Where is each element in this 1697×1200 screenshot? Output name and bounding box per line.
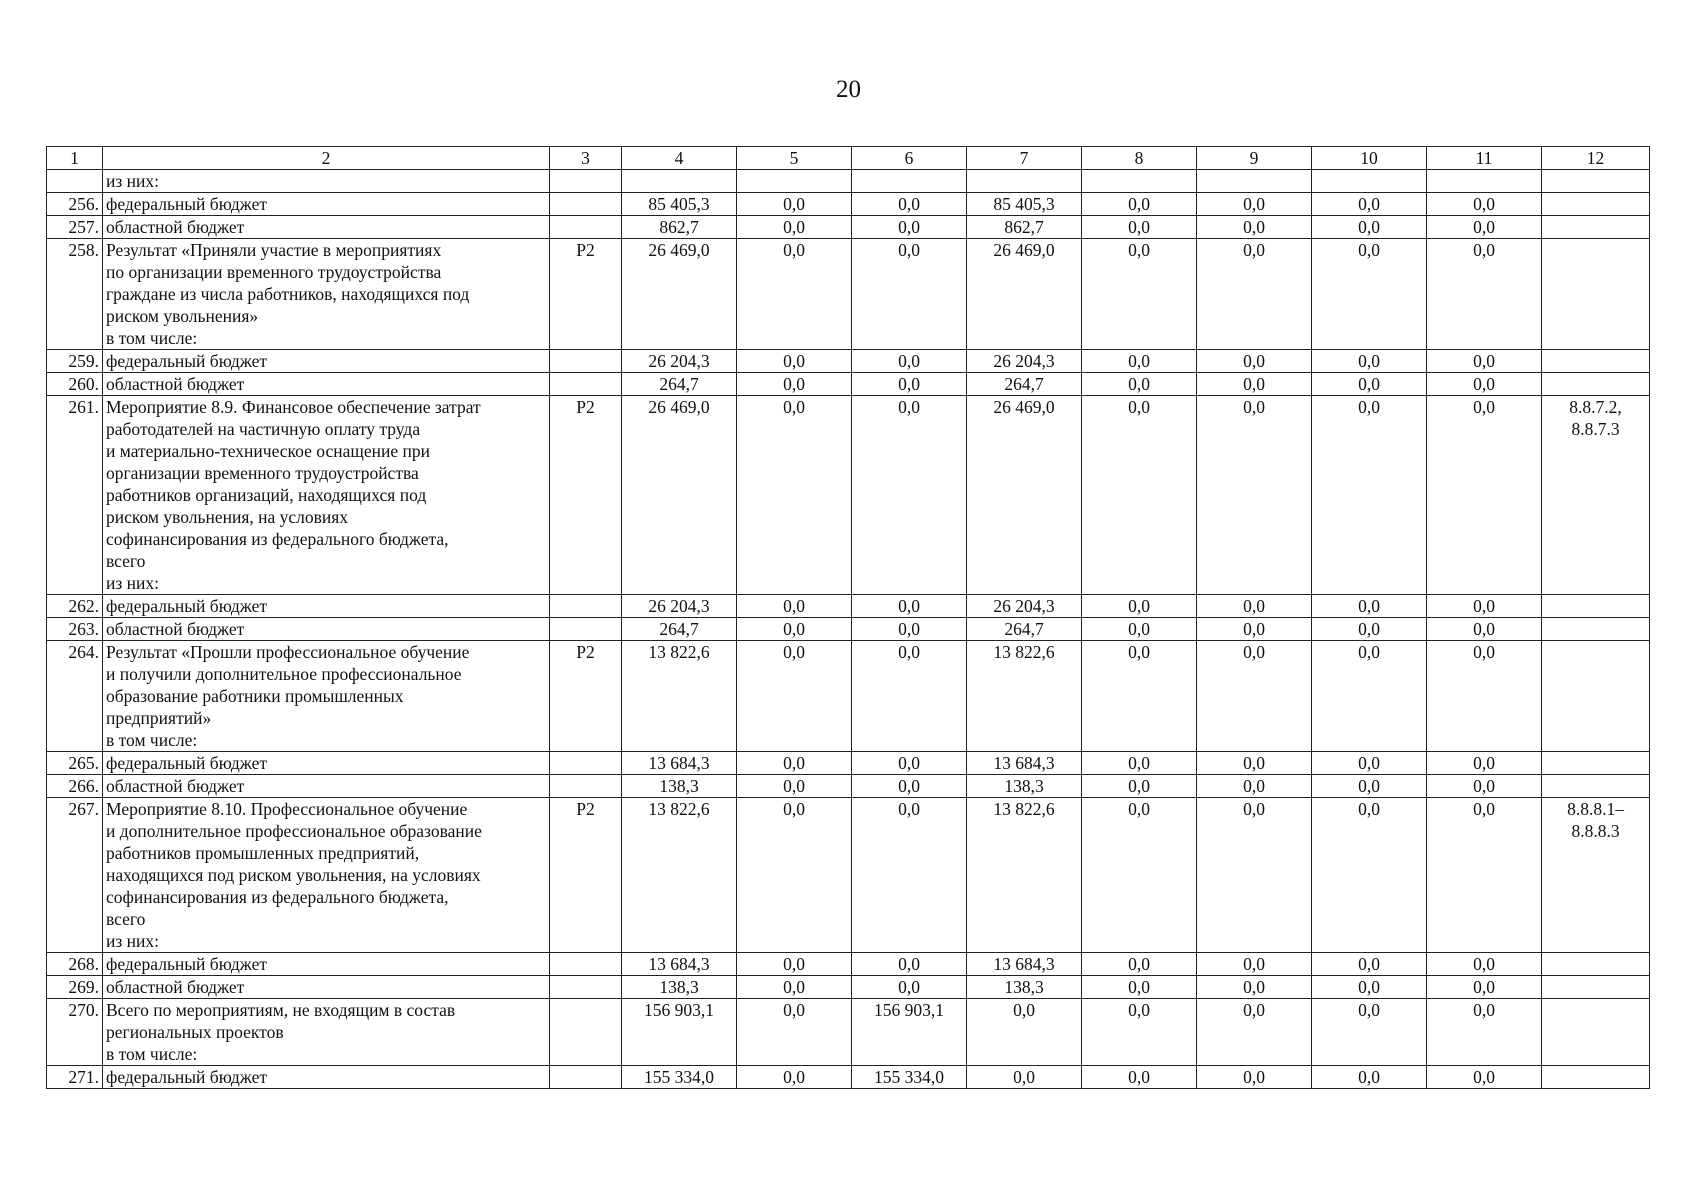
amount-cell: 0,0 [737, 396, 852, 595]
indicator-reference [1542, 976, 1650, 999]
amount-cell: 0,0 [852, 798, 967, 953]
indicator-reference [1542, 775, 1650, 798]
amount-cell: 138,3 [622, 976, 737, 999]
amount-cell: 0,0 [1312, 999, 1427, 1066]
amount-cell: 13 684,3 [622, 953, 737, 976]
project-code: Р2 [550, 798, 622, 953]
amount-cell: 0,0 [1197, 373, 1312, 396]
row-number: 258. [47, 239, 103, 350]
amount-cell: 0,0 [1082, 216, 1197, 239]
row-description: Результат «Приняли участие в мероприятиях по организации временного трудоустройства граждане из числа работников, находящихся под риском увольнения» в том числе: [103, 239, 550, 350]
amount-cell: 13 822,6 [967, 798, 1082, 953]
table-row [47, 396, 1650, 595]
amount-cell: 0,0 [1082, 193, 1197, 216]
row-description: Мероприятие 8.9. Финансовое обеспечение затрат работодателей на частичную оплату труда и материально-техническое оснащение при организации временного трудоустройства работников организаций, находящихся под риском увольнения, на условиях софинансирования из федерального бюджета, всего из них: [103, 396, 550, 595]
row-number: 262. [47, 595, 103, 618]
column-header: 6 [852, 147, 967, 170]
amount-cell: 0,0 [852, 239, 967, 350]
amount-cell: 26 469,0 [622, 396, 737, 595]
row-description: областной бюджет [103, 618, 550, 641]
amount-cell: 0,0 [1427, 239, 1542, 350]
amount-cell: 0,0 [1197, 350, 1312, 373]
amount-cell: 0,0 [1427, 618, 1542, 641]
indicator-reference [1542, 618, 1650, 641]
amount-cell: 0,0 [737, 373, 852, 396]
amount-cell: 0,0 [967, 1066, 1082, 1089]
column-header: 8 [1082, 147, 1197, 170]
row-description: областной бюджет [103, 976, 550, 999]
row-number [47, 170, 103, 193]
indicator-reference [1542, 1066, 1650, 1089]
amount-cell: 0,0 [1197, 953, 1312, 976]
amount-cell: 0,0 [1312, 798, 1427, 953]
amount-cell: 0,0 [1082, 976, 1197, 999]
amount-cell: 0,0 [1197, 193, 1312, 216]
row-number: 256. [47, 193, 103, 216]
amount-cell: 0,0 [1082, 775, 1197, 798]
amount-cell [1427, 170, 1542, 193]
amount-cell: 0,0 [1312, 618, 1427, 641]
column-header: 4 [622, 147, 737, 170]
amount-cell: 0,0 [1427, 953, 1542, 976]
amount-cell: 0,0 [852, 193, 967, 216]
amount-cell: 0,0 [1082, 239, 1197, 350]
amount-cell: 0,0 [852, 641, 967, 752]
amount-cell: 0,0 [852, 595, 967, 618]
project-code [550, 170, 622, 193]
amount-cell: 26 469,0 [967, 396, 1082, 595]
amount-cell: 0,0 [1312, 595, 1427, 618]
column-header: 2 [103, 147, 550, 170]
amount-cell: 0,0 [737, 350, 852, 373]
row-number: 263. [47, 618, 103, 641]
column-header: 10 [1312, 147, 1427, 170]
table-row [47, 216, 1650, 239]
amount-cell: 85 405,3 [967, 193, 1082, 216]
table-row [47, 999, 1650, 1066]
indicator-reference [1542, 953, 1650, 976]
amount-cell: 138,3 [967, 775, 1082, 798]
project-code: Р2 [550, 239, 622, 350]
row-number: 261. [47, 396, 103, 595]
amount-cell: 0,0 [737, 798, 852, 953]
amount-cell: 26 204,3 [967, 350, 1082, 373]
project-code [550, 976, 622, 999]
amount-cell: 13 684,3 [967, 953, 1082, 976]
amount-cell: 0,0 [1312, 396, 1427, 595]
amount-cell: 0,0 [737, 193, 852, 216]
indicator-reference [1542, 216, 1650, 239]
table-row [47, 350, 1650, 373]
amount-cell: 156 903,1 [852, 999, 967, 1066]
amount-cell: 264,7 [967, 373, 1082, 396]
column-header: 1 [47, 147, 103, 170]
row-description: Всего по мероприятиям, не входящим в состав региональных проектов в том числе: [103, 999, 550, 1066]
indicator-reference: 8.8.8.1– 8.8.8.3 [1542, 798, 1650, 953]
amount-cell: 0,0 [1197, 216, 1312, 239]
amount-cell: 0,0 [737, 595, 852, 618]
row-description: федеральный бюджет [103, 350, 550, 373]
row-number: 259. [47, 350, 103, 373]
table-row [47, 595, 1650, 618]
amount-cell: 0,0 [1082, 798, 1197, 953]
project-code [550, 1066, 622, 1089]
table-row [47, 976, 1650, 999]
amount-cell: 0,0 [1312, 193, 1427, 216]
row-description: федеральный бюджет [103, 595, 550, 618]
amount-cell: 0,0 [852, 752, 967, 775]
amount-cell: 0,0 [1197, 595, 1312, 618]
amount-cell [737, 170, 852, 193]
amount-cell: 0,0 [1427, 752, 1542, 775]
amount-cell: 0,0 [852, 216, 967, 239]
amount-cell: 0,0 [1197, 798, 1312, 953]
table-body [47, 170, 1650, 1089]
row-description: федеральный бюджет [103, 752, 550, 775]
row-description: областной бюджет [103, 373, 550, 396]
amount-cell: 138,3 [622, 775, 737, 798]
column-header: 9 [1197, 147, 1312, 170]
amount-cell: 0,0 [852, 396, 967, 595]
column-header: 7 [967, 147, 1082, 170]
amount-cell: 0,0 [1197, 239, 1312, 350]
table-row [47, 752, 1650, 775]
amount-cell [852, 170, 967, 193]
row-description: из них: [103, 170, 550, 193]
amount-cell: 0,0 [1427, 976, 1542, 999]
amount-cell: 0,0 [1427, 1066, 1542, 1089]
table-row [47, 239, 1650, 350]
amount-cell: 0,0 [852, 775, 967, 798]
table-row [47, 953, 1650, 976]
project-code [550, 999, 622, 1066]
project-code [550, 216, 622, 239]
indicator-reference [1542, 641, 1650, 752]
amount-cell: 0,0 [1082, 953, 1197, 976]
amount-cell [1312, 170, 1427, 193]
amount-cell: 862,7 [622, 216, 737, 239]
amount-cell: 0,0 [737, 641, 852, 752]
table-row [47, 373, 1650, 396]
amount-cell: 26 469,0 [622, 239, 737, 350]
amount-cell: 0,0 [737, 999, 852, 1066]
table-row [47, 641, 1650, 752]
project-code [550, 618, 622, 641]
amount-cell: 0,0 [1082, 752, 1197, 775]
amount-cell: 264,7 [622, 373, 737, 396]
project-code [550, 193, 622, 216]
amount-cell: 0,0 [1082, 1066, 1197, 1089]
amount-cell: 264,7 [622, 618, 737, 641]
row-number: 264. [47, 641, 103, 752]
amount-cell: 0,0 [1197, 618, 1312, 641]
amount-cell: 0,0 [1197, 396, 1312, 595]
indicator-reference [1542, 752, 1650, 775]
row-number: 267. [47, 798, 103, 953]
amount-cell: 0,0 [1312, 775, 1427, 798]
table-row [47, 618, 1650, 641]
amount-cell: 0,0 [1082, 595, 1197, 618]
row-description: Результат «Прошли профессиональное обучение и получили дополнительное профессиональное образование работники промышленных предприятий» в том числе: [103, 641, 550, 752]
amount-cell [967, 170, 1082, 193]
row-number: 266. [47, 775, 103, 798]
project-code [550, 953, 622, 976]
amount-cell: 0,0 [1082, 350, 1197, 373]
amount-cell: 0,0 [852, 618, 967, 641]
budget-table [46, 146, 1650, 1089]
indicator-reference [1542, 193, 1650, 216]
indicator-reference [1542, 170, 1650, 193]
amount-cell: 0,0 [737, 1066, 852, 1089]
amount-cell: 13 822,6 [622, 641, 737, 752]
amount-cell: 0,0 [737, 976, 852, 999]
amount-cell: 0,0 [1312, 752, 1427, 775]
amount-cell: 0,0 [1197, 1066, 1312, 1089]
amount-cell: 26 204,3 [967, 595, 1082, 618]
row-number: 270. [47, 999, 103, 1066]
amount-cell: 0,0 [1312, 216, 1427, 239]
project-code [550, 373, 622, 396]
amount-cell: 0,0 [737, 618, 852, 641]
amount-cell: 26 204,3 [622, 595, 737, 618]
amount-cell: 26 204,3 [622, 350, 737, 373]
amount-cell: 0,0 [1427, 595, 1542, 618]
project-code: Р2 [550, 641, 622, 752]
project-code [550, 752, 622, 775]
row-description: областной бюджет [103, 216, 550, 239]
table-row [47, 1066, 1650, 1089]
amount-cell: 0,0 [1312, 953, 1427, 976]
amount-cell: 155 334,0 [622, 1066, 737, 1089]
project-code [550, 595, 622, 618]
amount-cell: 0,0 [1197, 641, 1312, 752]
project-code [550, 775, 622, 798]
amount-cell: 0,0 [852, 976, 967, 999]
amount-cell: 0,0 [737, 216, 852, 239]
amount-cell: 85 405,3 [622, 193, 737, 216]
row-description: федеральный бюджет [103, 193, 550, 216]
amount-cell: 0,0 [1082, 396, 1197, 595]
amount-cell: 138,3 [967, 976, 1082, 999]
amount-cell: 0,0 [1312, 350, 1427, 373]
amount-cell: 0,0 [1427, 775, 1542, 798]
amount-cell: 155 334,0 [852, 1066, 967, 1089]
column-header: 3 [550, 147, 622, 170]
amount-cell: 0,0 [737, 752, 852, 775]
row-number: 268. [47, 953, 103, 976]
amount-cell [622, 170, 737, 193]
row-description: Мероприятие 8.10. Профессиональное обучение и дополнительное профессиональное образование работников промышленных предприятий, находящихся под риском увольнения, на условиях софинансирования из федерального бюджета, всего из них: [103, 798, 550, 953]
amount-cell [1197, 170, 1312, 193]
amount-cell: 13 822,6 [967, 641, 1082, 752]
row-description: федеральный бюджет [103, 953, 550, 976]
amount-cell: 0,0 [1312, 976, 1427, 999]
amount-cell: 0,0 [1082, 641, 1197, 752]
amount-cell: 0,0 [1427, 350, 1542, 373]
project-code: Р2 [550, 396, 622, 595]
amount-cell: 0,0 [852, 350, 967, 373]
row-number: 265. [47, 752, 103, 775]
amount-cell: 0,0 [852, 953, 967, 976]
row-number: 269. [47, 976, 103, 999]
amount-cell: 0,0 [1197, 976, 1312, 999]
row-number: 257. [47, 216, 103, 239]
page-number: 20 [836, 76, 861, 103]
amount-cell: 0,0 [1082, 373, 1197, 396]
amount-cell: 0,0 [737, 239, 852, 350]
amount-cell: 0,0 [967, 999, 1082, 1066]
indicator-reference [1542, 595, 1650, 618]
indicator-reference [1542, 373, 1650, 396]
amount-cell: 0,0 [1197, 752, 1312, 775]
indicator-reference: 8.8.7.2, 8.8.7.3 [1542, 396, 1650, 595]
amount-cell: 0,0 [1082, 999, 1197, 1066]
amount-cell: 0,0 [1427, 798, 1542, 953]
column-header: 11 [1427, 147, 1542, 170]
column-number-row [47, 147, 1650, 170]
indicator-reference [1542, 999, 1650, 1066]
project-code [550, 350, 622, 373]
amount-cell: 0,0 [1197, 999, 1312, 1066]
amount-cell: 13 684,3 [967, 752, 1082, 775]
amount-cell: 0,0 [737, 953, 852, 976]
amount-cell: 0,0 [1082, 618, 1197, 641]
amount-cell: 13 822,6 [622, 798, 737, 953]
table-row [47, 193, 1650, 216]
row-description: федеральный бюджет [103, 1066, 550, 1089]
amount-cell: 0,0 [1427, 396, 1542, 595]
indicator-reference [1542, 239, 1650, 350]
amount-cell: 0,0 [1427, 216, 1542, 239]
amount-cell: 26 469,0 [967, 239, 1082, 350]
amount-cell: 0,0 [852, 373, 967, 396]
amount-cell: 0,0 [1427, 999, 1542, 1066]
amount-cell: 0,0 [1312, 239, 1427, 350]
amount-cell: 0,0 [1197, 775, 1312, 798]
amount-cell: 0,0 [1427, 641, 1542, 752]
amount-cell: 13 684,3 [622, 752, 737, 775]
amount-cell: 862,7 [967, 216, 1082, 239]
row-description: областной бюджет [103, 775, 550, 798]
amount-cell: 0,0 [1312, 373, 1427, 396]
amount-cell: 0,0 [1312, 641, 1427, 752]
table-row [47, 170, 1650, 193]
row-number: 271. [47, 1066, 103, 1089]
amount-cell: 156 903,1 [622, 999, 737, 1066]
column-header: 12 [1542, 147, 1650, 170]
table-row [47, 775, 1650, 798]
amount-cell [1082, 170, 1197, 193]
table-header [47, 147, 1650, 170]
column-header: 5 [737, 147, 852, 170]
amount-cell: 0,0 [1312, 1066, 1427, 1089]
indicator-reference [1542, 350, 1650, 373]
table-row [47, 798, 1650, 953]
amount-cell: 0,0 [737, 775, 852, 798]
row-number: 260. [47, 373, 103, 396]
amount-cell: 0,0 [1427, 373, 1542, 396]
amount-cell: 0,0 [1427, 193, 1542, 216]
amount-cell: 264,7 [967, 618, 1082, 641]
